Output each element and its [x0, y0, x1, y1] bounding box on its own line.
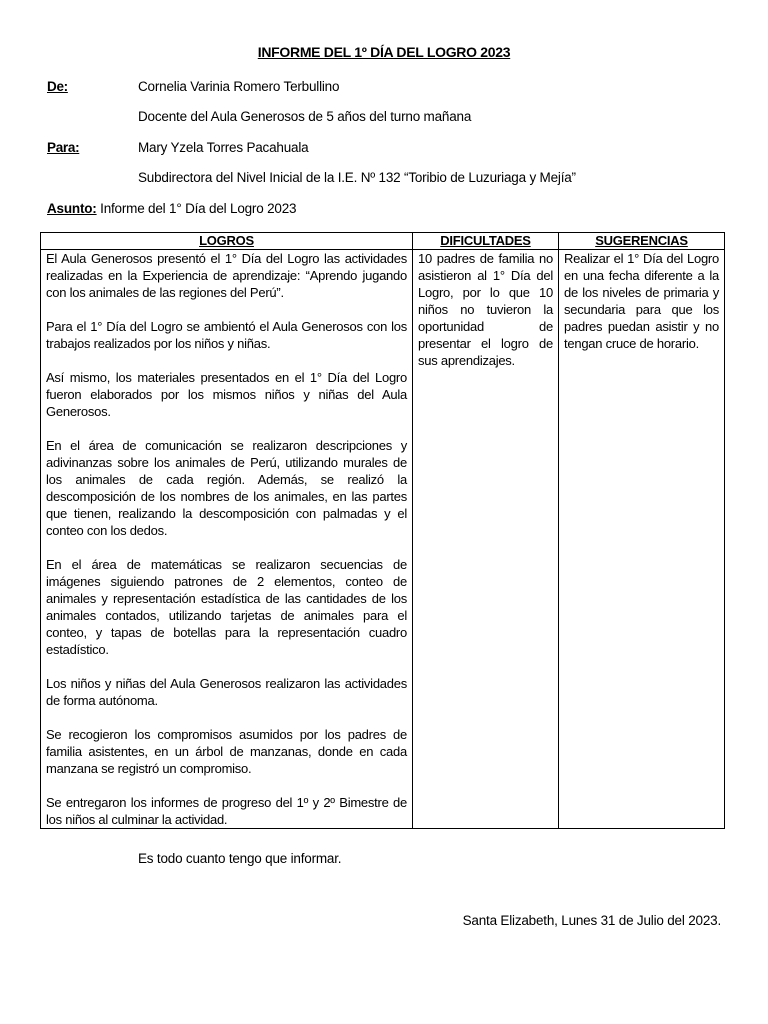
report-title: INFORME DEL 1º DÍA DEL LOGRO 2023 — [257, 44, 511, 60]
para-position: Subdirectora del Nivel Inicial de la I.E. Nº 132 “Toribio de Luzuriaga y Mejía” — [138, 170, 576, 185]
de-label: De: — [47, 79, 68, 94]
closing-text: Es todo cuanto tengo que informar. — [138, 851, 342, 866]
asunto-line — [47, 201, 296, 216]
logro-paragraph: Los niños y niñas del Aula Generosos realizaron las actividades de forma autónoma. — [46, 676, 407, 708]
dificultades-cell: 10 padres de familia no asistieron al 1° Día del Logro, por lo que 10 niños no tuvieron la oportunidad de presentar el logro de sus aprendizajes. — [413, 250, 559, 829]
de-position: Docente del Aula Generosos de 5 años del turno mañana — [138, 109, 472, 124]
header-dificultades: DIFICULTADES — [413, 233, 559, 250]
para-name: Mary Yzela Torres Pacahuala — [138, 140, 309, 155]
logro-paragraph: Así mismo, los materiales presentados en el 1° Día del Logro fueron elaborados por los mismos niños y niñas del Aula Generosos. — [46, 370, 407, 419]
table-row — [41, 250, 725, 829]
report-table — [40, 232, 725, 829]
logro-paragraph: En el área de comunicación se realizaron descripciones y adivinanzas sobre los animales de Perú, utilizando murales de los animales de cada región. Además, se realizó la descomposición de los nombres de los animales, en las partes que tienen, realizando la descomposición con palmadas y el conteo con los dedos. — [46, 438, 407, 538]
header-logros: LOGROS — [41, 233, 413, 250]
logro-paragraph: En el área de matemáticas se realizaron secuencias de imágenes siguiendo patrones de 2 elementos, conteo de animales y representación estadística de las cantidades de los animales contados, utilizando tarjetas de animales para el conteo, y tapas de botellas para la representación cuadro estadístico. — [46, 557, 407, 657]
asunto-text: Informe del 1° Día del Logro 2023 — [96, 201, 297, 216]
asunto-label: Asunto: — [47, 201, 97, 216]
para-label: Para: — [47, 140, 80, 155]
logro-paragraph: Se entregaron los informes de progreso del 1º y 2º Bimestre de los niños al culminar la actividad. — [46, 795, 407, 827]
logros-cell — [41, 250, 413, 829]
header-sugerencias: SUGERENCIAS — [559, 233, 725, 250]
logro-paragraph: El Aula Generosos presentó el 1° Día del Logro las actividades realizadas en la Experiencia de aprendizaje: “Aprendo jugando con los animales de las regiones del Perú”. — [46, 251, 407, 300]
logro-paragraph: Se recogieron los compromisos asumidos por los padres de familia asistentes, en un árbol de manzanas, donde en cada manzana se registró un compromiso. — [46, 727, 407, 776]
de-name: Cornelia Varinia Romero Terbullino — [138, 79, 340, 94]
table-header-row — [41, 233, 725, 250]
sugerencias-cell: Realizar el 1° Día del Logro en una fecha diferente a la de los niveles de primaria y secundaria para que los padres puedan asistir y no tengan cruce de horario. — [559, 250, 725, 829]
signoff-date: Santa Elizabeth, Lunes 31 de Julio del 2023. — [462, 913, 721, 928]
logro-paragraph: Para el 1° Día del Logro se ambientó el Aula Generosos con los trabajos realizados por los niños y niñas. — [46, 319, 407, 351]
